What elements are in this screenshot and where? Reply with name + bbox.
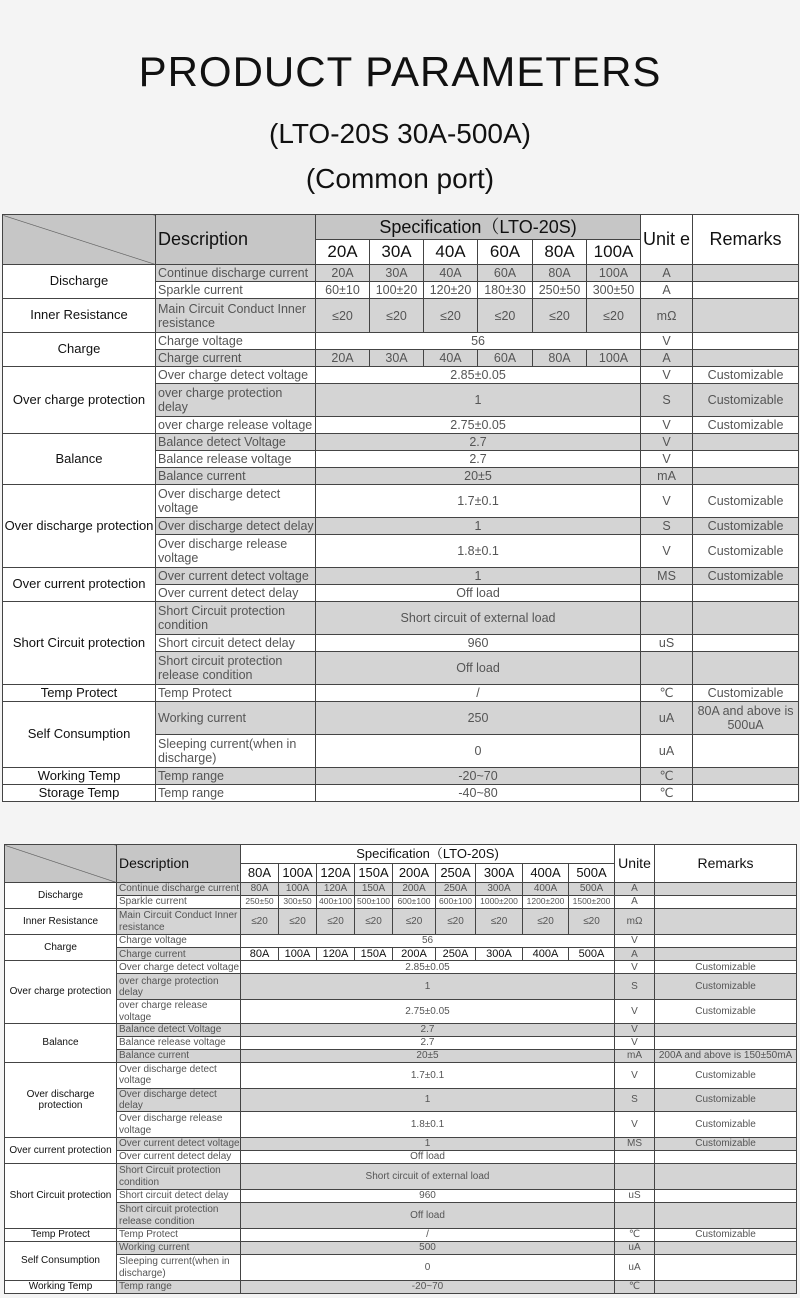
value-cell: 120±20 <box>424 282 478 299</box>
unit-cell: V <box>615 961 655 974</box>
value-cell: ≤20 <box>370 299 424 333</box>
param-over-discharge-delay: Over discharge detect delay <box>117 1088 241 1111</box>
category-over-charge-protection: Over charge protection <box>5 961 117 1023</box>
specification-header: Specification（LTO-20S) <box>316 215 641 240</box>
unit-cell: S <box>615 974 655 1000</box>
value-cell: 1.8±0.1 <box>241 1112 615 1138</box>
param-continue-discharge-current: Continue discharge current <box>117 883 241 896</box>
remark-cell <box>655 1036 797 1049</box>
value-cell: 40A <box>424 265 478 282</box>
param-over-discharge-detect-voltage: Over discharge detect voltage <box>156 485 316 518</box>
remark-cell: Customizable <box>693 485 799 518</box>
unit-cell: ℃ <box>615 1229 655 1242</box>
category-temp-protect: Temp Protect <box>5 1229 117 1242</box>
unit-cell <box>615 1151 655 1164</box>
value-cell: 20A <box>316 265 370 282</box>
value-cell: 250±50 <box>241 896 279 909</box>
unit-cell: S <box>641 384 693 417</box>
unit-cell: mΩ <box>615 909 655 935</box>
remark-cell <box>655 909 797 935</box>
value-cell: 1 <box>241 974 615 1000</box>
param-temp-protect: Temp Protect <box>156 685 316 702</box>
remark-cell <box>655 1023 797 1036</box>
value-cell: 2.7 <box>316 434 641 451</box>
unit-cell: A <box>641 265 693 282</box>
value-cell: 200A <box>393 883 436 896</box>
unit-cell: V <box>615 1000 655 1023</box>
remark-cell <box>693 265 799 282</box>
value-cell: 80A <box>241 883 279 896</box>
param-over-charge-detect-voltage: Over charge detect voltage <box>117 961 241 974</box>
category-inner-resistance: Inner Resistance <box>3 299 156 333</box>
category-charge: Charge <box>3 333 156 367</box>
value-cell: 1000±200 <box>476 896 523 909</box>
unit-cell: mΩ <box>641 299 693 333</box>
value-cell: 1.7±0.1 <box>316 485 641 518</box>
spec-current-col: 20A <box>316 240 370 265</box>
remark-cell <box>655 948 797 961</box>
spec-current-col: 400A <box>523 864 569 883</box>
page-title: PRODUCT PARAMETERS <box>138 48 662 95</box>
unit-cell: V <box>615 1036 655 1049</box>
param-short-circuit-detect-delay: Short circuit detect delay <box>156 635 316 652</box>
remark-cell <box>693 333 799 350</box>
category-working-temp: Working Temp <box>3 768 156 785</box>
value-cell: 1 <box>316 518 641 535</box>
value-cell: Off load <box>316 652 641 685</box>
category-storage-temp: Storage Temp <box>3 785 156 802</box>
value-cell: 2.85±0.05 <box>241 961 615 974</box>
value-cell: Short circuit of external load <box>241 1164 615 1190</box>
remark-cell: Customizable <box>655 1000 797 1023</box>
value-cell: 1500±200 <box>569 896 615 909</box>
param-over-discharge-detect-voltage: Over discharge detect voltage <box>117 1062 241 1088</box>
unit-cell: ℃ <box>641 685 693 702</box>
value-cell: -20~70 <box>316 768 641 785</box>
page-subtitle-port: (Common port) <box>305 163 495 194</box>
remark-cell: Customizable <box>693 535 799 568</box>
unit-cell: A <box>615 883 655 896</box>
category-self-consumption: Self Consumption <box>3 702 156 768</box>
unit-cell <box>641 652 693 685</box>
value-cell: 600±100 <box>436 896 476 909</box>
unit-header: Unite <box>615 845 655 883</box>
unit-cell: V <box>641 367 693 384</box>
value-cell: 56 <box>241 935 615 948</box>
value-cell: ≤20 <box>436 909 476 935</box>
remark-cell <box>655 896 797 909</box>
category-balance: Balance <box>5 1023 117 1062</box>
unit-cell: V <box>615 1062 655 1088</box>
value-cell: 60A <box>478 350 533 367</box>
spec-current-col: 500A <box>569 864 615 883</box>
value-cell: 500A <box>569 948 615 961</box>
remark-cell <box>655 1203 797 1229</box>
value-cell: 2.7 <box>241 1023 615 1036</box>
value-cell: 20±5 <box>241 1049 615 1062</box>
category-temp-protect: Temp Protect <box>3 685 156 702</box>
value-cell: 60A <box>478 265 533 282</box>
spec-current-col: 250A <box>436 864 476 883</box>
param-temp-range: Temp range <box>156 768 316 785</box>
param-over-charge-release-voltage: over charge release voltage <box>156 417 316 434</box>
value-cell: ≤20 <box>279 909 317 935</box>
spec-current-col: 100A <box>279 864 317 883</box>
value-cell: 0 <box>316 735 641 768</box>
unit-cell: uA <box>615 1242 655 1255</box>
header-corner-cell <box>5 845 117 883</box>
value-cell: 150A <box>355 883 393 896</box>
remark-cell <box>693 282 799 299</box>
category-inner-resistance: Inner Resistance <box>5 909 117 935</box>
param-continue-discharge-current: Continue discharge current <box>156 265 316 282</box>
value-cell: 500A <box>569 883 615 896</box>
remark-cell <box>655 1242 797 1255</box>
unit-cell <box>615 1203 655 1229</box>
param-balance-current: Balance current <box>156 468 316 485</box>
value-cell: 250±50 <box>533 282 587 299</box>
page-subtitle-model: (LTO-20S 30A-500A) <box>269 118 531 149</box>
unit-cell: uA <box>641 702 693 735</box>
value-cell: 80A <box>241 948 279 961</box>
spec-current-col: 300A <box>476 864 523 883</box>
remark-cell: Customizable <box>655 1088 797 1111</box>
unit-cell: V <box>615 1023 655 1036</box>
param-over-current-detect-delay: Over current detect delay <box>156 585 316 602</box>
param-over-charge-delay: over charge protection delay <box>156 384 316 417</box>
param-over-charge-detect-voltage: Over charge detect voltage <box>156 367 316 384</box>
value-cell: 500±100 <box>355 896 393 909</box>
param-working-current: Working current <box>117 1242 241 1255</box>
remark-cell <box>655 1164 797 1190</box>
unit-cell: A <box>615 896 655 909</box>
unit-cell: V <box>641 333 693 350</box>
value-cell: Short circuit of external load <box>316 602 641 635</box>
remark-cell <box>693 785 799 802</box>
value-cell: 100A <box>279 948 317 961</box>
remark-cell <box>655 883 797 896</box>
parameters-table-1 <box>2 214 799 802</box>
param-temp-protect: Temp Protect <box>117 1229 241 1242</box>
unit-cell: MS <box>615 1138 655 1151</box>
unit-cell: uS <box>615 1190 655 1203</box>
value-cell: 200A <box>393 948 436 961</box>
remarks-header: Remarks <box>655 845 797 883</box>
unit-cell <box>641 602 693 635</box>
value-cell: 250A <box>436 883 476 896</box>
value-cell: 600±100 <box>393 896 436 909</box>
param-sleeping-current: Sleeping current(when in discharge) <box>117 1255 241 1281</box>
param-sparkle-current: Sparkle current <box>117 896 241 909</box>
value-cell: -20~70 <box>241 1281 615 1294</box>
value-cell: 1.7±0.1 <box>241 1062 615 1088</box>
unit-cell: ℃ <box>615 1281 655 1294</box>
remark-cell <box>693 652 799 685</box>
value-cell: 2.7 <box>241 1036 615 1049</box>
param-main-circuit-resistance: Main Circuit Conduct Inner resistance <box>117 909 241 935</box>
value-cell: ≤20 <box>393 909 436 935</box>
value-cell: ≤20 <box>355 909 393 935</box>
spec-current-col: 80A <box>533 240 587 265</box>
value-cell: 100A <box>587 350 641 367</box>
remark-cell: Customizable <box>693 568 799 585</box>
value-cell: 2.7 <box>316 451 641 468</box>
category-over-current-protection: Over current protection <box>3 568 156 602</box>
param-charge-current: Charge current <box>156 350 316 367</box>
param-over-charge-delay: over charge protection delay <box>117 974 241 1000</box>
param-temp-range: Temp range <box>117 1281 241 1294</box>
value-cell: 100±20 <box>370 282 424 299</box>
value-cell: 300A <box>476 948 523 961</box>
remark-cell <box>693 434 799 451</box>
spec-current-col: 200A <box>393 864 436 883</box>
value-cell: 20A <box>316 350 370 367</box>
unit-cell: A <box>615 948 655 961</box>
value-cell: 1 <box>241 1138 615 1151</box>
param-over-discharge-release-voltage: Over discharge release voltage <box>117 1112 241 1138</box>
value-cell: 30A <box>370 265 424 282</box>
param-sparkle-current: Sparkle current <box>156 282 316 299</box>
value-cell: / <box>316 685 641 702</box>
value-cell: 250 <box>316 702 641 735</box>
param-over-current-detect-voltage: Over current detect voltage <box>117 1138 241 1151</box>
category-short-circuit-protection: Short Circuit protection <box>3 602 156 685</box>
remark-cell <box>693 468 799 485</box>
remark-cell: Customizable <box>693 685 799 702</box>
param-working-current: Working current <box>156 702 316 735</box>
remark-cell <box>693 585 799 602</box>
value-cell: 120A <box>317 883 355 896</box>
category-charge: Charge <box>5 935 117 961</box>
value-cell: 1200±200 <box>523 896 569 909</box>
remark-cell <box>655 935 797 948</box>
value-cell: Off load <box>241 1151 615 1164</box>
value-cell: 2.85±0.05 <box>316 367 641 384</box>
param-short-circuit-release: Short circuit protection release condition <box>156 652 316 685</box>
value-cell: 960 <box>316 635 641 652</box>
value-cell: 1 <box>316 384 641 417</box>
value-cell: Off load <box>316 585 641 602</box>
param-over-current-detect-delay: Over current detect delay <box>117 1151 241 1164</box>
unit-cell: uA <box>615 1255 655 1281</box>
value-cell: ≤20 <box>478 299 533 333</box>
unit-cell <box>615 1164 655 1190</box>
value-cell: ≤20 <box>317 909 355 935</box>
value-cell: 0 <box>241 1255 615 1281</box>
remark-cell <box>655 1190 797 1203</box>
category-balance: Balance <box>3 434 156 485</box>
category-self-consumption: Self Consumption <box>5 1242 117 1281</box>
header-corner-cell <box>3 215 156 265</box>
parameters-table-2 <box>4 844 797 1294</box>
value-cell: ≤20 <box>587 299 641 333</box>
remark-cell <box>693 451 799 468</box>
value-cell: 300A <box>476 883 523 896</box>
unit-cell: mA <box>615 1049 655 1062</box>
spec-current-col: 120A <box>317 864 355 883</box>
remark-cell <box>655 1255 797 1281</box>
param-charge-voltage: Charge voltage <box>117 935 241 948</box>
value-cell: 300±50 <box>587 282 641 299</box>
unit-cell: V <box>641 417 693 434</box>
description-header: Description <box>117 845 241 883</box>
value-cell: 300±50 <box>279 896 317 909</box>
remark-cell: Customizable <box>655 1112 797 1138</box>
param-short-circuit-condition: Short Circuit protection condition <box>156 602 316 635</box>
category-over-discharge-protection: Over discharge protection <box>3 485 156 568</box>
category-working-temp: Working Temp <box>5 1281 117 1294</box>
param-balance-release-voltage: Balance release voltage <box>156 451 316 468</box>
unit-cell: V <box>641 451 693 468</box>
remark-cell: Customizable <box>655 1138 797 1151</box>
param-over-charge-release-voltage: over charge release voltage <box>117 1000 241 1023</box>
unit-cell: S <box>641 518 693 535</box>
remark-cell <box>655 1151 797 1164</box>
value-cell: 960 <box>241 1190 615 1203</box>
remark-cell <box>693 635 799 652</box>
param-short-circuit-detect-delay: Short circuit detect delay <box>117 1190 241 1203</box>
param-short-circuit-release: Short circuit protection release condition <box>117 1203 241 1229</box>
remarks-header: Remarks <box>693 215 799 265</box>
value-cell: 100A <box>279 883 317 896</box>
remark-cell <box>693 350 799 367</box>
remark-cell: 80A and above is 500uA <box>693 702 799 735</box>
remark-cell: Customizable <box>693 417 799 434</box>
category-discharge: Discharge <box>5 883 117 909</box>
remark-cell <box>693 602 799 635</box>
unit-cell: V <box>615 1112 655 1138</box>
remark-cell: Customizable <box>693 384 799 417</box>
value-cell: 180±30 <box>478 282 533 299</box>
spec-current-col: 100A <box>587 240 641 265</box>
param-balance-current: Balance current <box>117 1049 241 1062</box>
category-over-discharge-protection: Over discharge protection <box>5 1062 117 1137</box>
category-over-current-protection: Over current protection <box>5 1138 117 1164</box>
category-over-charge-protection: Over charge protection <box>3 367 156 434</box>
param-balance-release-voltage: Balance release voltage <box>117 1036 241 1049</box>
value-cell: -40~80 <box>316 785 641 802</box>
param-sleeping-current: Sleeping current(when in discharge) <box>156 735 316 768</box>
unit-cell: uA <box>641 735 693 768</box>
unit-cell: V <box>641 485 693 518</box>
value-cell: 40A <box>424 350 478 367</box>
remark-cell: Customizable <box>693 518 799 535</box>
spec-current-col: 30A <box>370 240 424 265</box>
param-temp-range: Temp range <box>156 785 316 802</box>
remark-cell: 200A and above is 150±50mA <box>655 1049 797 1062</box>
unit-cell: ℃ <box>641 768 693 785</box>
spec-current-col: 40A <box>424 240 478 265</box>
value-cell: 80A <box>533 265 587 282</box>
remark-cell: Customizable <box>693 367 799 384</box>
unit-cell: V <box>641 434 693 451</box>
value-cell: 20±5 <box>316 468 641 485</box>
unit-cell: MS <box>641 568 693 585</box>
unit-cell: V <box>641 535 693 568</box>
value-cell: 500 <box>241 1242 615 1255</box>
remark-cell: Customizable <box>655 974 797 1000</box>
category-discharge: Discharge <box>3 265 156 299</box>
value-cell: 80A <box>533 350 587 367</box>
unit-cell: V <box>615 935 655 948</box>
remark-cell: Customizable <box>655 1229 797 1242</box>
remark-cell <box>693 299 799 333</box>
unit-cell: ℃ <box>641 785 693 802</box>
value-cell: ≤20 <box>523 909 569 935</box>
value-cell: 250A <box>436 948 476 961</box>
value-cell: ≤20 <box>424 299 478 333</box>
category-short-circuit-protection: Short Circuit protection <box>5 1164 117 1229</box>
param-over-current-detect-voltage: Over current detect voltage <box>156 568 316 585</box>
value-cell: 150A <box>355 948 393 961</box>
value-cell: 2.75±0.05 <box>316 417 641 434</box>
remark-cell: Customizable <box>655 961 797 974</box>
unit-cell: A <box>641 282 693 299</box>
param-main-circuit-resistance: Main Circuit Conduct Inner resistance <box>156 299 316 333</box>
description-header: Description <box>156 215 316 265</box>
value-cell: 56 <box>316 333 641 350</box>
value-cell: 400A <box>523 883 569 896</box>
param-balance-detect-voltage: Balance detect Voltage <box>117 1023 241 1036</box>
specification-header: Specification（LTO-20S) <box>241 845 615 864</box>
param-charge-current: Charge current <box>117 948 241 961</box>
value-cell: 120A <box>317 948 355 961</box>
value-cell: 2.75±0.05 <box>241 1000 615 1023</box>
value-cell: ≤20 <box>569 909 615 935</box>
value-cell: Off load <box>241 1203 615 1229</box>
unit-header: Unit e <box>641 215 693 265</box>
unit-cell: uS <box>641 635 693 652</box>
unit-cell: mA <box>641 468 693 485</box>
value-cell: 30A <box>370 350 424 367</box>
param-over-discharge-release-voltage: Over discharge release voltage <box>156 535 316 568</box>
value-cell: 1.8±0.1 <box>316 535 641 568</box>
value-cell: ≤20 <box>316 299 370 333</box>
param-over-discharge-delay: Over discharge detect delay <box>156 518 316 535</box>
param-charge-voltage: Charge voltage <box>156 333 316 350</box>
remark-cell <box>693 735 799 768</box>
value-cell: / <box>241 1229 615 1242</box>
unit-cell: A <box>641 350 693 367</box>
value-cell: ≤20 <box>476 909 523 935</box>
value-cell: 1 <box>316 568 641 585</box>
remark-cell <box>655 1281 797 1294</box>
spec-current-col: 60A <box>478 240 533 265</box>
unit-cell <box>641 585 693 602</box>
value-cell: ≤20 <box>533 299 587 333</box>
value-cell: 400A <box>523 948 569 961</box>
remark-cell <box>693 768 799 785</box>
spec-current-col: 150A <box>355 864 393 883</box>
value-cell: 1 <box>241 1088 615 1111</box>
value-cell: ≤20 <box>241 909 279 935</box>
value-cell: 60±10 <box>316 282 370 299</box>
unit-cell: S <box>615 1088 655 1111</box>
value-cell: 400±100 <box>317 896 355 909</box>
param-balance-detect-voltage: Balance detect Voltage <box>156 434 316 451</box>
spec-current-col: 80A <box>241 864 279 883</box>
param-short-circuit-condition: Short Circuit protection condition <box>117 1164 241 1190</box>
remark-cell: Customizable <box>655 1062 797 1088</box>
value-cell: 100A <box>587 265 641 282</box>
